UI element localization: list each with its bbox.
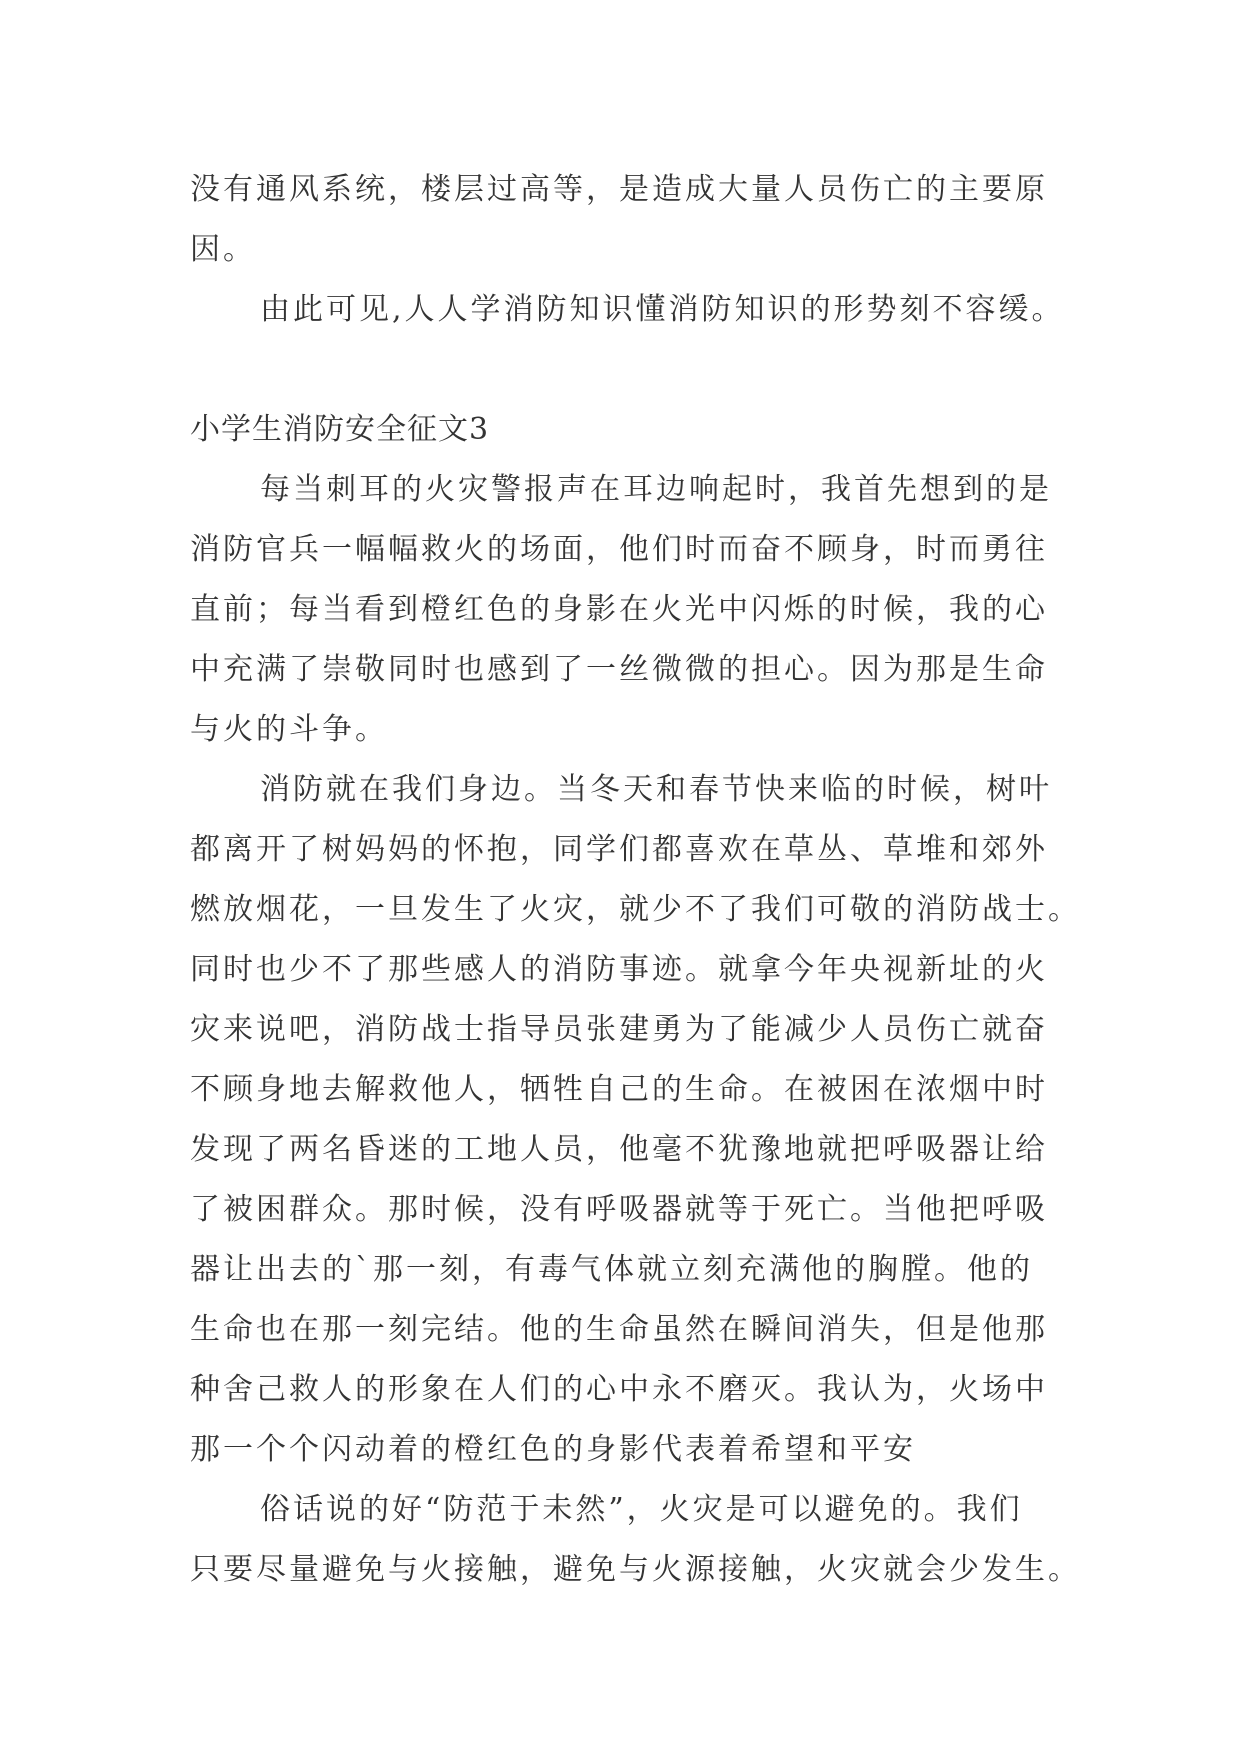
text-line: 中充满了崇敬同时也感到了一丝微微的担心。因为那是生命 [190, 652, 1048, 687]
text-line: 生命也在那一刻完结。他的生命虽然在瞬间消失，但是他那 [190, 1312, 1048, 1347]
text-line: 每当刺耳的火灾警报声在耳边响起时，我首先想到的是 [260, 472, 1052, 507]
text-line: 同时也少不了那些感人的消防事迹。就拿今年央视新址的火 [190, 952, 1048, 987]
text-line: 那一个个闪动着的橙红色的身影代表着希望和平安 [190, 1432, 916, 1467]
section-heading: 小学生消防安全征文3 [190, 412, 490, 447]
text-line: 燃放烟花，一旦发生了火灾，就少不了我们可敬的消防战士。 [190, 892, 1081, 927]
text-line: 了被困群众。那时候，没有呼吸器就等于死亡。当他把呼吸 [190, 1192, 1048, 1227]
text-line: 俗话说的好“防范于未然”，火灾是可以避免的。我们 [260, 1492, 1023, 1527]
text-line: 器让出去的`那一刻，有毒气体就立刻充满他的胸膛。他的 [190, 1252, 1033, 1287]
text-line: 都离开了树妈妈的怀抱，同学们都喜欢在草丛、草堆和郊外 [190, 832, 1048, 867]
text-line: 消防就在我们身边。当冬天和春节快来临的时候，树叶 [260, 772, 1052, 807]
text-line: 灾来说吧，消防战士指导员张建勇为了能减少人员伤亡就奋 [190, 1012, 1048, 1047]
text-line: 与火的斗争。 [190, 712, 388, 747]
text-line: 没有通风系统，楼层过高等，是造成大量人员伤亡的主要原 [190, 172, 1048, 207]
text-line: 种舍己救人的形象在人们的心中永不磨灭。我认为，火场中 [190, 1372, 1048, 1407]
text-line: 消防官兵一幅幅救火的场面，他们时而奋不顾身，时而勇往 [190, 532, 1048, 567]
text-line: 由此可见,人人学消防知识懂消防知识的形势刻不容缓。 [260, 292, 1065, 327]
text-line: 因。 [190, 232, 256, 267]
text-line: 只要尽量避免与火接触，避免与火源接触，火灾就会少发生。 [190, 1552, 1081, 1587]
text-line: 直前；每当看到橙红色的身影在火光中闪烁的时候，我的心 [190, 592, 1048, 627]
text-line: 不顾身地去解救他人，牺牲自己的生命。在被困在浓烟中时 [190, 1072, 1048, 1107]
document-body [190, 160, 1081, 1600]
text-line: 发现了两名昏迷的工地人员，他毫不犹豫地就把呼吸器让给 [190, 1132, 1048, 1167]
